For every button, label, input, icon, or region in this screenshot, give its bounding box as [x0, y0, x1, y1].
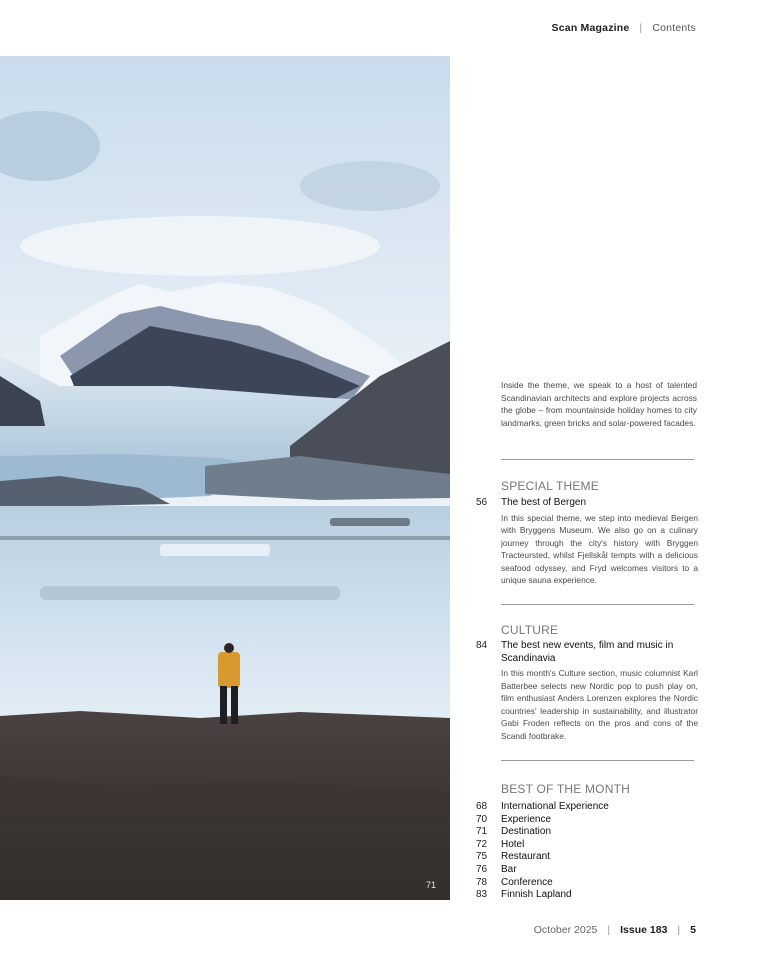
footer-separator: | [677, 924, 681, 936]
item-page-number: 83 [476, 889, 488, 901]
item-page-number: 71 [476, 826, 488, 838]
special-theme-entry [476, 497, 698, 587]
list-item [476, 826, 609, 839]
list-item [476, 864, 609, 877]
divider [501, 604, 694, 605]
divider [501, 459, 694, 460]
photo-page-number: 71 [425, 880, 436, 890]
divider [501, 760, 694, 761]
list-item [476, 851, 609, 864]
item-label: Finnish Lapland [501, 889, 572, 901]
item-page-number: 76 [476, 863, 488, 875]
item-label: Experience [501, 813, 552, 825]
intro-text: Inside the theme, we speak to a host of talented Scandinavian architects and explore projects across the globe – from mountainside holiday homes to city landmarks, green bricks and solar-powered facades. [501, 380, 697, 428]
issue-number: Issue 183 [620, 924, 668, 936]
list-item [476, 839, 609, 852]
glacier-photo [0, 56, 450, 900]
running-head [552, 22, 696, 34]
list-item [476, 814, 609, 827]
issue-date: October 2025 [533, 924, 598, 936]
culture-entry [476, 640, 698, 743]
item-page-number: 70 [476, 813, 488, 825]
entry-description: In this special theme, we step into medieval Bergen with Bryggens Museum. We also go on a culinary journey through the city's history with Bryggen Tracteursted, whilst Fjellskål tempts with a delicious seafood odyssey, and Fryd welcomes visitors to a unique sauna experience. [501, 512, 698, 586]
entry-title: The best new events, film and music in Scandinavia [501, 640, 674, 664]
item-page-number: 68 [476, 801, 488, 812]
entry-description: In this month's Culture section, music columnist Karl Batterbee selects new Nordic pop to push play on, film enthusiast Anders Lorenzen explores the Nordic countries' leadership in sustainability, and illustrator Gabi Froden reflects on the pros and cons of the Scandi footbrake. [501, 668, 698, 741]
list-item [476, 877, 609, 890]
item-label: Conference [501, 876, 553, 888]
special-theme-heading: SPECIAL THEME [501, 479, 599, 493]
magazine-name: Scan Magazine [551, 22, 630, 34]
best-of-month-heading: BEST OF THE MONTH [501, 782, 630, 796]
list-item [476, 801, 609, 814]
entry-title: The best of Bergen [501, 497, 587, 508]
entry-page-number: 84 [476, 640, 488, 651]
item-page-number: 75 [476, 851, 488, 863]
header-separator: | [639, 22, 643, 34]
list-item [476, 889, 609, 902]
entry-page-number: 56 [476, 497, 488, 508]
page-footer [534, 924, 696, 936]
item-label: International Experience [501, 801, 609, 812]
item-label: Destination [501, 826, 552, 838]
footer-separator: | [607, 924, 611, 936]
section-name: Contents [652, 22, 696, 34]
item-label: Restaurant [501, 851, 550, 863]
item-page-number: 72 [476, 838, 488, 850]
culture-heading: CULTURE [501, 623, 559, 637]
item-label: Bar [501, 863, 517, 875]
item-page-number: 78 [476, 876, 488, 888]
page-number: 5 [690, 924, 696, 936]
item-label: Hotel [501, 838, 525, 850]
best-of-month-list [476, 801, 609, 902]
